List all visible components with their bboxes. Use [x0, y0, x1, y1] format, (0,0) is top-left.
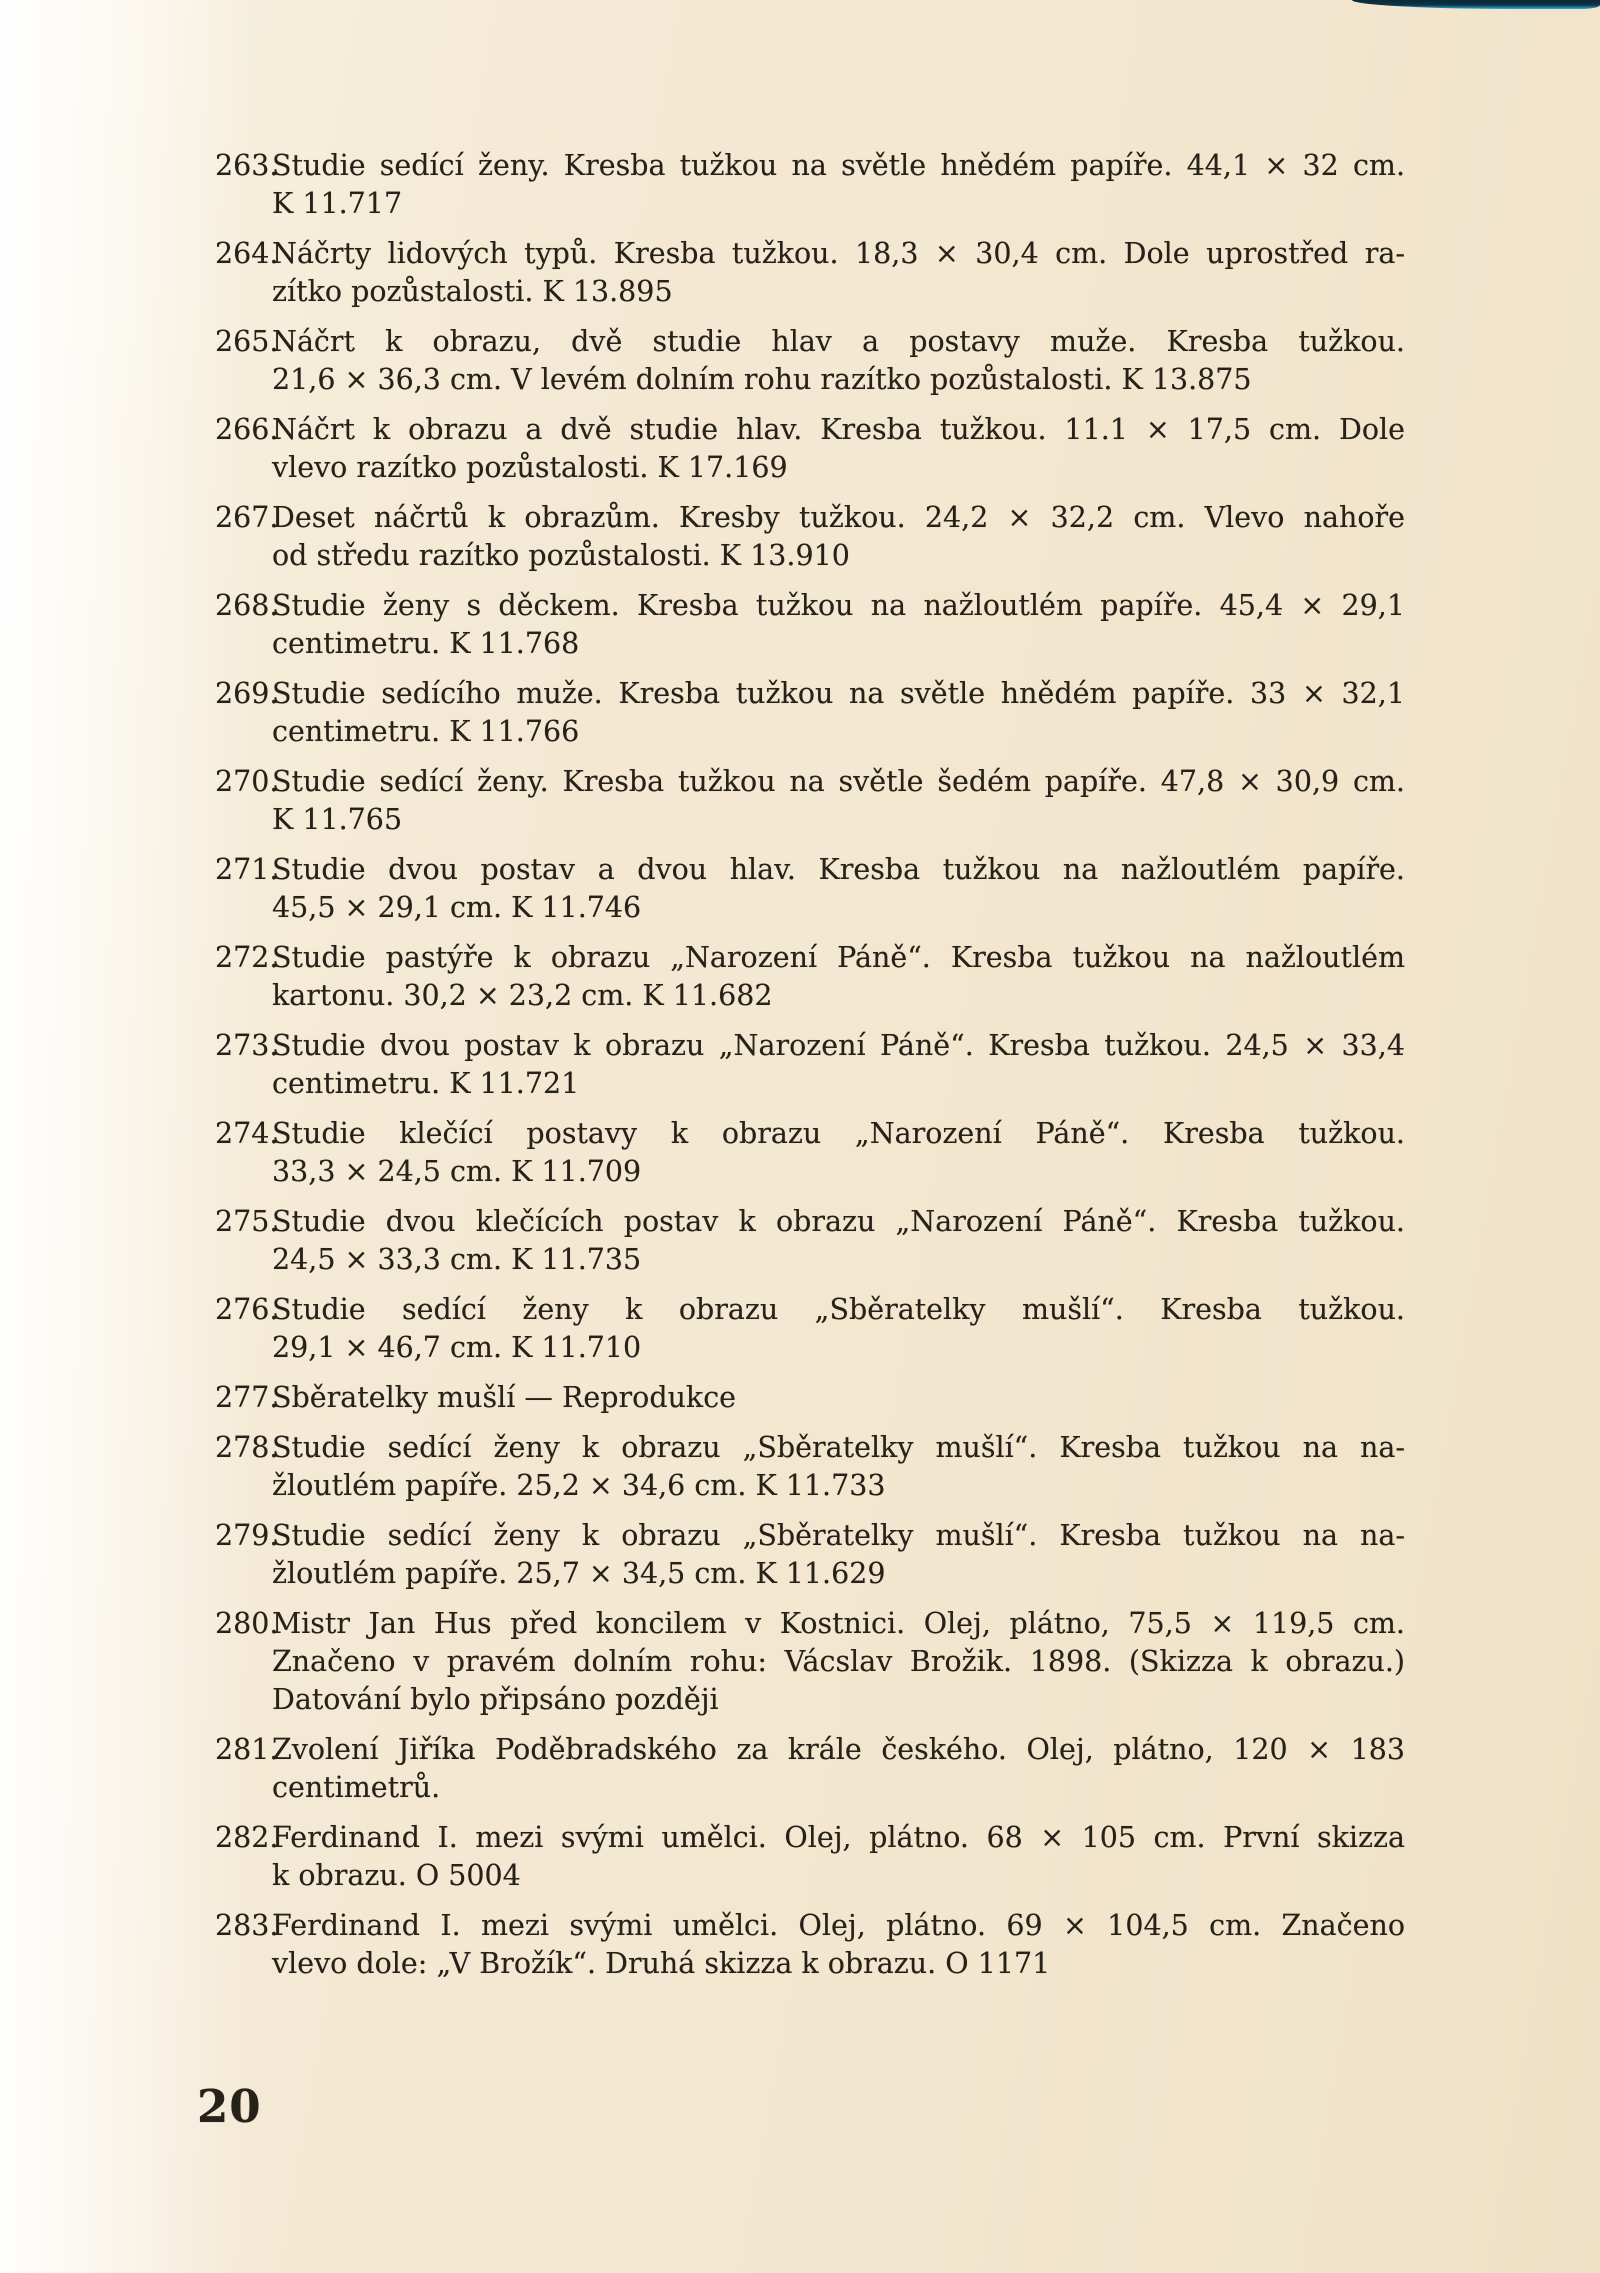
entry-line: Studie sedícího muže. Kresba tužkou na světle hnědém papíře. 33 × 32,1 — [272, 677, 1405, 710]
entry-line: Studie ženy s děckem. Kresba tužkou na nažloutlém papíře. 45,4 × 29,1 — [272, 589, 1405, 622]
entry-number: 277. — [215, 1381, 279, 1414]
entry-line: centimetru. K 11.766 — [272, 715, 580, 748]
entry-number: 265. — [215, 325, 279, 358]
entry-line: zítko pozůstalosti. K 13.895 — [272, 275, 673, 308]
entry-line: Studie sedící ženy. Kresba tužkou na světle hnědém papíře. 44,1 × 32 cm. — [272, 149, 1405, 182]
entry-line: K 11.717 — [272, 187, 403, 220]
catalog-entry — [215, 851, 1405, 927]
entry-number: 276. — [215, 1293, 279, 1326]
catalog-entry — [215, 147, 1405, 223]
entry-number: 268. — [215, 589, 279, 622]
entry-line: Studie klečící postavy k obrazu „Narození Páně“. Kresba tužkou. — [272, 1117, 1405, 1150]
entry-line: Náčrt k obrazu, dvě studie hlav a postavy muže. Kresba tužkou. — [272, 325, 1405, 358]
entry-line: Zvolení Jiříka Poděbradského za krále českého. Olej, plátno, 120 × 183 — [272, 1733, 1405, 1766]
catalog-entry — [215, 1115, 1405, 1191]
entry-line: Ferdinand I. mezi svými umělci. Olej, plátno. 68 × 105 cm. První skizza — [272, 1821, 1405, 1854]
catalog-entry — [215, 235, 1405, 311]
entry-line: 21,6 × 36,3 cm. V levém dolním rohu razítko pozůstalosti. K 13.875 — [272, 363, 1252, 396]
catalog-entry — [215, 499, 1405, 575]
catalog-list — [215, 147, 1405, 1995]
catalog-entry — [215, 587, 1405, 663]
entry-line: centimetru. K 11.721 — [272, 1067, 580, 1100]
entry-number: 274. — [215, 1117, 279, 1150]
catalog-entry — [215, 675, 1405, 751]
entry-number: 271. — [215, 853, 279, 886]
entry-line: K 11.765 — [272, 803, 403, 836]
catalog-entry — [215, 1429, 1405, 1505]
entry-line: Náčrty lidových typů. Kresba tužkou. 18,3 × 30,4 cm. Dole uprostřed ra- — [272, 237, 1405, 270]
catalog-entry — [215, 323, 1405, 399]
page-number: 20 — [197, 2080, 262, 2133]
entry-line: vlevo dole: „V Brožík“. Druhá skizza k obrazu. O 1171 — [272, 1947, 1051, 1980]
entry-number: 264. — [215, 237, 279, 270]
entry-line: 45,5 × 29,1 cm. K 11.746 — [272, 891, 642, 924]
entry-number: 272. — [215, 941, 279, 974]
entry-line: centimetru. K 11.768 — [272, 627, 580, 660]
binding-edge-strip — [1352, 0, 1600, 9]
entry-line: Studie sedící ženy k obrazu „Sběratelky mušlí“. Kresba tužkou na na- — [272, 1431, 1405, 1464]
entry-line: od středu razítko pozůstalosti. K 13.910 — [272, 539, 850, 572]
entry-number: 280. — [215, 1607, 279, 1640]
catalog-entry — [215, 1605, 1405, 1719]
entry-line: centimetrů. — [272, 1771, 441, 1804]
entry-line: kartonu. 30,2 × 23,2 cm. K 11.682 — [272, 979, 773, 1012]
entry-line: Studie sedící ženy. Kresba tužkou na světle šedém papíře. 47,8 × 30,9 cm. — [272, 765, 1405, 798]
entry-line: Studie sedící ženy k obrazu „Sběratelky mušlí“. Kresba tužkou. — [272, 1293, 1405, 1326]
entry-number: 266. — [215, 413, 279, 446]
entry-line: Značeno v pravém dolním rohu: Vácslav Brožik. 1898. (Skizza k obrazu.) — [272, 1645, 1405, 1678]
entry-number: 269. — [215, 677, 279, 710]
entry-line: Studie dvou postav k obrazu „Narození Páně“. Kresba tužkou. 24,5 × 33,4 — [272, 1029, 1405, 1062]
entry-line: Studie sedící ženy k obrazu „Sběratelky mušlí“. Kresba tužkou na na- — [272, 1519, 1405, 1552]
entry-line: 33,3 × 24,5 cm. K 11.709 — [272, 1155, 642, 1188]
entry-line: Náčrt k obrazu a dvě studie hlav. Kresba tužkou. 11.1 × 17,5 cm. Dole — [272, 413, 1405, 446]
entry-line: Studie dvou klečících postav k obrazu „Narození Páně“. Kresba tužkou. — [272, 1205, 1405, 1238]
entry-line: Mistr Jan Hus před koncilem v Kostnici. Olej, plátno, 75,5 × 119,5 cm. — [272, 1607, 1405, 1640]
catalog-entry — [215, 1291, 1405, 1367]
entry-line: Studie dvou postav a dvou hlav. Kresba tužkou na nažloutlém papíře. — [272, 853, 1405, 886]
entry-number: 281. — [215, 1733, 279, 1766]
entry-line: 29,1 × 46,7 cm. K 11.710 — [272, 1331, 642, 1364]
entry-line: 24,5 × 33,3 cm. K 11.735 — [272, 1243, 642, 1276]
entry-number: 273. — [215, 1029, 279, 1062]
entry-line: Sběratelky mušlí — Reprodukce — [272, 1381, 737, 1414]
catalog-entry — [215, 1203, 1405, 1279]
entry-number: 263. — [215, 149, 279, 182]
catalog-entry — [215, 1731, 1405, 1807]
entry-number: 278. — [215, 1431, 279, 1464]
entry-line: žloutlém papíře. 25,7 × 34,5 cm. K 11.629 — [272, 1557, 886, 1590]
catalog-entry — [215, 763, 1405, 839]
catalog-entry — [215, 1379, 1405, 1417]
catalog-entry — [215, 939, 1405, 1015]
entry-number: 267. — [215, 501, 279, 534]
entry-number: 279. — [215, 1519, 279, 1552]
entry-number: 270. — [215, 765, 279, 798]
entry-number: 282. — [215, 1821, 279, 1854]
entry-line: Deset náčrtů k obrazům. Kresby tužkou. 24,2 × 32,2 cm. Vlevo nahoře — [272, 501, 1405, 534]
catalog-entry — [215, 1517, 1405, 1593]
entry-line: Ferdinand I. mezi svými umělci. Olej, plátno. 69 × 104,5 cm. Značeno — [272, 1909, 1405, 1942]
entry-line: Datování bylo připsáno později — [272, 1683, 719, 1716]
catalog-entry — [215, 1027, 1405, 1103]
entry-line: vlevo razítko pozůstalosti. K 17.169 — [272, 451, 788, 484]
entry-line: žloutlém papíře. 25,2 × 34,6 cm. K 11.733 — [272, 1469, 886, 1502]
catalog-entry — [215, 411, 1405, 487]
catalog-entry — [215, 1907, 1405, 1983]
entry-number: 283. — [215, 1909, 279, 1942]
catalog-entry — [215, 1819, 1405, 1895]
entry-number: 275. — [215, 1205, 279, 1238]
entry-line: Studie pastýře k obrazu „Narození Páně“. Kresba tužkou na nažloutlém — [272, 941, 1405, 974]
entry-line: k obrazu. O 5004 — [272, 1859, 521, 1892]
